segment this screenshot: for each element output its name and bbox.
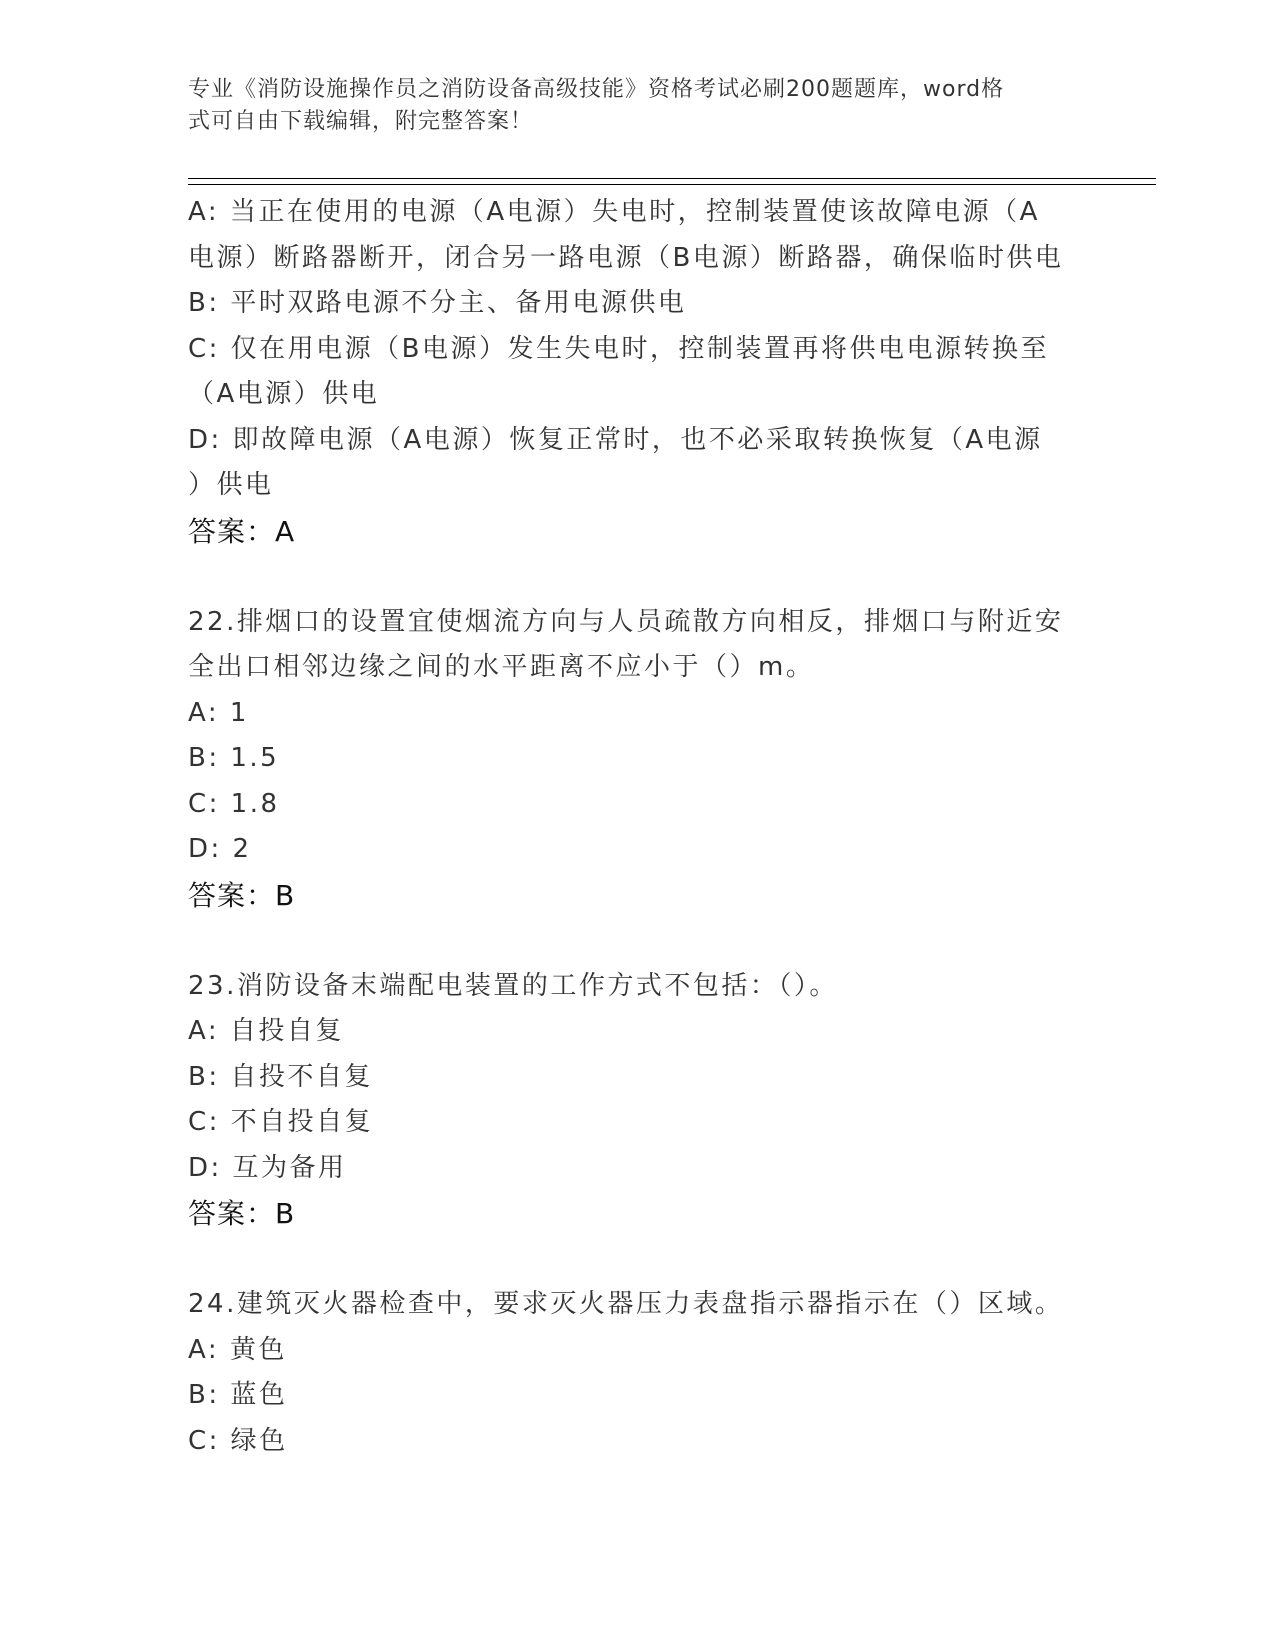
header-rule-top xyxy=(188,178,1156,179)
question-block-23 xyxy=(188,964,1088,1237)
option-c: C: 不自投自复 xyxy=(188,1107,374,1137)
question-stem: 24.建筑灭火器检查中，要求灭火器压力表盘指示器指示在（）区域。 xyxy=(188,1289,1064,1319)
option-b: B: 自投不自复 xyxy=(188,1061,373,1092)
spacer xyxy=(188,1237,1088,1283)
question-list xyxy=(188,190,1088,1464)
question-block-22 xyxy=(188,600,1088,919)
option-b: B: 蓝色 xyxy=(188,1380,288,1410)
question-block-24 xyxy=(188,1282,1088,1464)
option-d-line-1: D: 即故障电源（A电源）恢复正常时，也不必采取转换恢复（A电源 xyxy=(188,424,1043,455)
option-a: A: 黄色 xyxy=(188,1334,287,1365)
question-stem-line-1: 22.排烟口的设置宜使烟流方向与人员疏散方向相反，排烟口与附近安 xyxy=(188,606,1064,637)
answer-line: 答案：A xyxy=(188,514,296,548)
option-a-line-2: 电源）断路器断开，闭合另一路电源（B电源）断路器，确保临时供电 xyxy=(188,242,1064,273)
spacer xyxy=(188,918,1088,964)
document-header xyxy=(188,74,1068,138)
answer-line: 答案：B xyxy=(188,878,296,912)
option-a-line-1: A: 当正在使用的电源（A电源）失电时，控制装置使该故障电源（A xyxy=(188,197,1040,227)
option-c-line-2: （A电源）供电 xyxy=(188,379,380,409)
spacer xyxy=(188,554,1088,600)
option-b: B: 平时双路电源不分主、备用电源供电 xyxy=(188,288,687,318)
option-c-line-1: C: 仅在用电源（B电源）发生失电时，控制装置再将供电电源转换至 xyxy=(188,333,1050,364)
option-a: A: 1 xyxy=(188,697,249,728)
option-d-line-2: ）供电 xyxy=(188,470,274,500)
option-a: A: 自投自复 xyxy=(188,1016,344,1046)
question-stem: 23.消防设备末端配电装置的工作方式不包括：（）。 xyxy=(188,970,838,1001)
header-line-1: 专业《消防设施操作员之消防设备高级技能》资格考试必刷200题题库，word格 xyxy=(188,77,1005,102)
option-d: D: 互为备用 xyxy=(188,1152,347,1183)
question-block-prev xyxy=(188,190,1088,554)
option-b: B: 1.5 xyxy=(188,743,280,773)
option-c: C: 绿色 xyxy=(188,1425,288,1456)
question-stem-line-2: 全出口相邻边缘之间的水平距离不应小于（）m。 xyxy=(188,652,815,682)
answer-line: 答案：B xyxy=(188,1197,296,1230)
header-rule-bottom xyxy=(188,184,1156,185)
header-line-2: 式可自由下载编辑，附完整答案！ xyxy=(188,109,534,134)
option-c: C: 1.8 xyxy=(188,788,280,819)
option-d: D: 2 xyxy=(188,834,252,864)
